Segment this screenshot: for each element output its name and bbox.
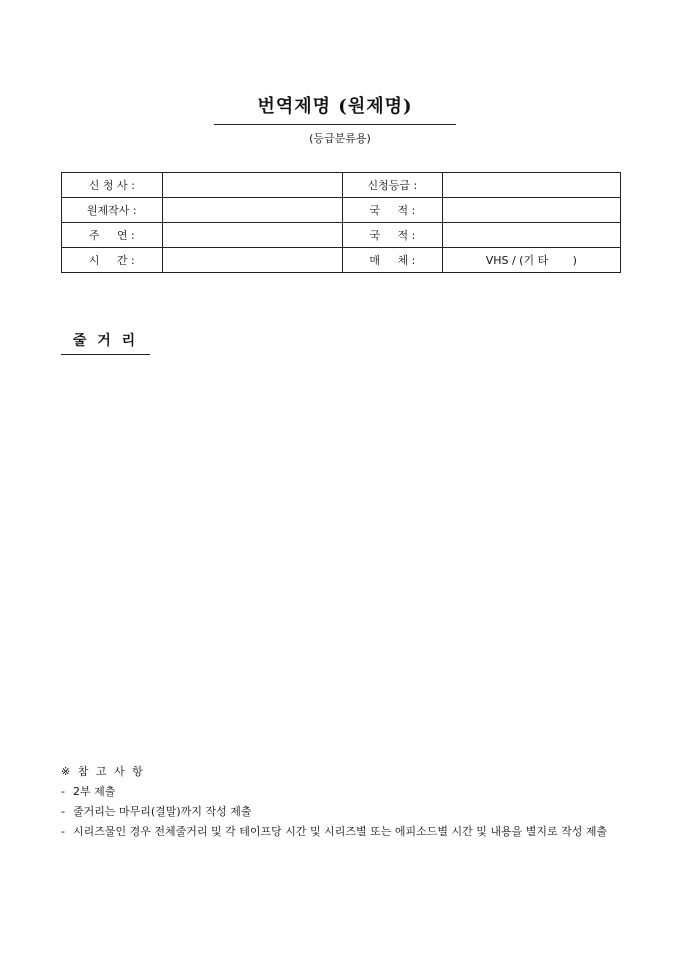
note-text: 2부 제출 [73, 785, 116, 798]
applicant-value[interactable] [162, 173, 343, 198]
document-subtitle: (등급분류용) [309, 132, 371, 145]
runtime-value[interactable] [162, 248, 343, 273]
producer-label: 원제작사 : [62, 198, 163, 223]
document-title: 번역제명 (원제명) [214, 92, 456, 125]
runtime-label: 시 간 : [62, 248, 163, 273]
table-row [62, 223, 621, 248]
note-text: 시리즈물인 경우 전체줄거리 및 각 테이프당 시간 및 시리즈별 또는 에피소드별 시간 및 내용을 별지로 작성 제출 [73, 825, 608, 838]
requested-rating-label: 신청등급 : [343, 173, 443, 198]
info-table [61, 172, 621, 273]
list-item [61, 802, 623, 822]
cast-nationality-label: 국 적 : [343, 223, 443, 248]
table-row [62, 173, 621, 198]
note-text: 줄거리는 마무리(결말)까지 작성 제출 [73, 805, 252, 818]
cast-nationality-value[interactable] [442, 223, 620, 248]
bullet-dash: - [61, 805, 65, 818]
table-row [62, 248, 621, 273]
media-label: 매 체 : [343, 248, 443, 273]
notes-section [61, 762, 623, 842]
cast-value[interactable] [162, 223, 343, 248]
list-item [61, 782, 623, 802]
media-value[interactable]: VHS / (기 타 ) [442, 248, 620, 273]
synopsis-heading: 줄 거 리 [61, 330, 150, 355]
producer-nationality-value[interactable] [442, 198, 620, 223]
notes-heading: ※ 참 고 사 항 [61, 765, 145, 778]
producer-nationality-label: 국 적 : [343, 198, 443, 223]
bullet-dash: - [61, 785, 65, 798]
table-row [62, 198, 621, 223]
requested-rating-value[interactable] [442, 173, 620, 198]
applicant-label: 신 청 사 : [62, 173, 163, 198]
list-item [61, 822, 623, 842]
cast-label: 주 연 : [62, 223, 163, 248]
document-title-wrap [214, 92, 456, 125]
producer-value[interactable] [162, 198, 343, 223]
bullet-dash: - [61, 825, 65, 838]
